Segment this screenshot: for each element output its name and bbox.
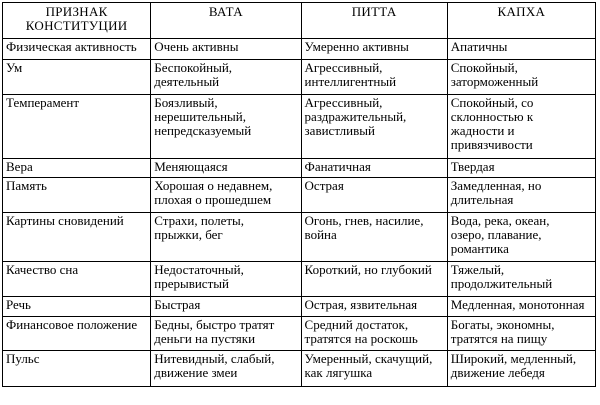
table-header (3, 3, 596, 39)
vata-cell (151, 178, 301, 213)
kapha-cell (447, 297, 595, 317)
table-row (3, 178, 596, 213)
header-text-line: КАПХА (497, 4, 546, 19)
kapha-cell (447, 39, 595, 60)
header-text-line: ПРИЗНАК (45, 4, 108, 19)
cell-text-line: Ум (6, 60, 23, 75)
feature-cell (3, 178, 151, 213)
cell-text-line: Очень активны (154, 39, 239, 54)
cell-text-line: деятельный (154, 74, 220, 89)
cell-text-line: Вода, река, океан, (450, 213, 550, 228)
vata-cell (151, 262, 301, 297)
table-row (3, 39, 596, 60)
cell-text-line: Средний достаток, (304, 317, 409, 332)
cell-text-line: Речь (6, 297, 31, 312)
cell-text-line: непредсказуемый (154, 123, 252, 138)
constitution-table (2, 2, 596, 387)
cell-text-line: как лягушка (304, 365, 373, 380)
cell-text-line: Широкий, медленный, (450, 351, 577, 366)
cell-text-line: Вера (6, 159, 33, 174)
vata-cell (151, 95, 301, 159)
pitta-cell (301, 39, 447, 60)
kapha-cell (447, 60, 595, 95)
cell-text-line: Твердая (450, 159, 495, 174)
cell-text-line: движение лебедя (450, 365, 545, 380)
header-row (3, 3, 596, 39)
pitta-cell (301, 297, 447, 317)
pitta-cell (301, 262, 447, 297)
cell-text-line: тратятся на пищу (450, 331, 548, 346)
cell-text-line: Умеренный, скачущий, (304, 351, 433, 366)
cell-text-line: Спокойный, со (450, 95, 534, 110)
cell-text-line: Страхи, полеты, (154, 213, 245, 228)
cell-text-line: прыжки, бег (154, 227, 223, 242)
cell-text-line: Агрессивный, (304, 95, 383, 110)
table-row (3, 159, 596, 178)
kapha-cell (447, 262, 595, 297)
table-row (3, 317, 596, 351)
feature-cell (3, 213, 151, 262)
cell-text-line: Темперамент (6, 95, 80, 110)
table-row (3, 351, 596, 387)
cell-text-line: жадности и (450, 123, 515, 138)
table-row (3, 213, 596, 262)
kapha-cell (447, 95, 595, 159)
cell-text-line: Меняющаяся (154, 159, 228, 174)
pitta-cell (301, 95, 447, 159)
kapha-cell (447, 159, 595, 178)
cell-text-line: Картины сновидений (6, 213, 124, 228)
header-text-line: КОНСТИТУЦИИ (25, 18, 128, 33)
cell-text-line: склонностью к (450, 109, 534, 124)
cell-text-line: Агрессивный, (304, 60, 383, 75)
cell-text-line: Умеренно активны (304, 39, 409, 54)
feature-cell (3, 351, 151, 387)
cell-text-line: плохая о прошедшем (154, 192, 272, 207)
cell-text-line: романтика (450, 241, 509, 256)
vata-cell (151, 317, 301, 351)
table-body (3, 39, 596, 387)
vata-cell (151, 60, 301, 95)
pitta-cell (301, 178, 447, 213)
feature-cell (3, 159, 151, 178)
kapha-cell (447, 351, 595, 387)
cell-text-line: Физическая активность (6, 39, 137, 54)
header-text-line: ВАТА (208, 4, 243, 19)
cell-text-line: Быстрая (154, 297, 201, 312)
cell-text-line: тратятся на роскошь (304, 331, 418, 346)
cell-text-line: интеллигентный (304, 74, 397, 89)
cell-text-line: раздражительный, (304, 109, 407, 124)
cell-text-line: Острая, язвительная (304, 297, 418, 312)
cell-text-line: Нитевидный, слабый, (154, 351, 275, 366)
cell-text-line: Фанатичная (304, 159, 371, 174)
cell-text-line: деньги на пустяки (154, 331, 256, 346)
header-feature (3, 3, 151, 39)
feature-cell (3, 60, 151, 95)
table-row (3, 297, 596, 317)
cell-text-line: озеро, плавание, (450, 227, 542, 242)
kapha-cell (447, 178, 595, 213)
cell-text-line: Память (6, 178, 47, 193)
header-vata (151, 3, 301, 39)
cell-text-line: Недостаточный, (154, 262, 244, 277)
pitta-cell (301, 60, 447, 95)
header-kapha (447, 3, 595, 39)
cell-text-line: Пульс (6, 351, 40, 366)
header-text-line: ПИТТА (351, 4, 397, 19)
table-row (3, 95, 596, 159)
pitta-cell (301, 213, 447, 262)
cell-text-line: Спокойный, (450, 60, 518, 75)
cell-text-line: Богаты, экономны, (450, 317, 555, 332)
cell-text-line: заторможенный (450, 74, 539, 89)
cell-text-line: Острая (304, 178, 344, 193)
cell-text-line: Беспокойный, (154, 60, 233, 75)
cell-text-line: длительная (450, 192, 514, 207)
feature-cell (3, 297, 151, 317)
cell-text-line: прерывистый (154, 276, 229, 291)
cell-text-line: Короткий, но глубокий (304, 262, 432, 277)
cell-text-line: Тяжелый, (450, 262, 505, 277)
table-row (3, 262, 596, 297)
cell-text-line: нерешительный, (154, 109, 246, 124)
feature-cell (3, 317, 151, 351)
kapha-cell (447, 317, 595, 351)
cell-text-line: Апатичны (450, 39, 508, 54)
cell-text-line: Качество сна (6, 262, 79, 277)
vata-cell (151, 351, 301, 387)
vata-cell (151, 297, 301, 317)
feature-cell (3, 262, 151, 297)
cell-text-line: Боязливый, (154, 95, 218, 110)
vata-cell (151, 213, 301, 262)
table-row (3, 60, 596, 95)
vata-cell (151, 39, 301, 60)
cell-text-line: Бедны, быстро тратят (154, 317, 275, 332)
vata-cell (151, 159, 301, 178)
cell-text-line: Медленная, монотонная (450, 297, 585, 312)
cell-text-line: привязчивости (450, 137, 533, 152)
feature-cell (3, 39, 151, 60)
cell-text-line: война (304, 227, 337, 242)
cell-text-line: завистливый (304, 123, 375, 138)
kapha-cell (447, 213, 595, 262)
cell-text-line: Замедленная, но (450, 178, 542, 193)
cell-text-line: Огонь, гнев, насилие, (304, 213, 424, 228)
cell-text-line: продолжительный (450, 276, 553, 291)
pitta-cell (301, 317, 447, 351)
feature-cell (3, 95, 151, 159)
pitta-cell (301, 159, 447, 178)
pitta-cell (301, 351, 447, 387)
cell-text-line: движение змеи (154, 365, 238, 380)
header-pitta (301, 3, 447, 39)
cell-text-line: Финансовое положение (6, 317, 138, 332)
cell-text-line: Хорошая о недавнем, (154, 178, 273, 193)
